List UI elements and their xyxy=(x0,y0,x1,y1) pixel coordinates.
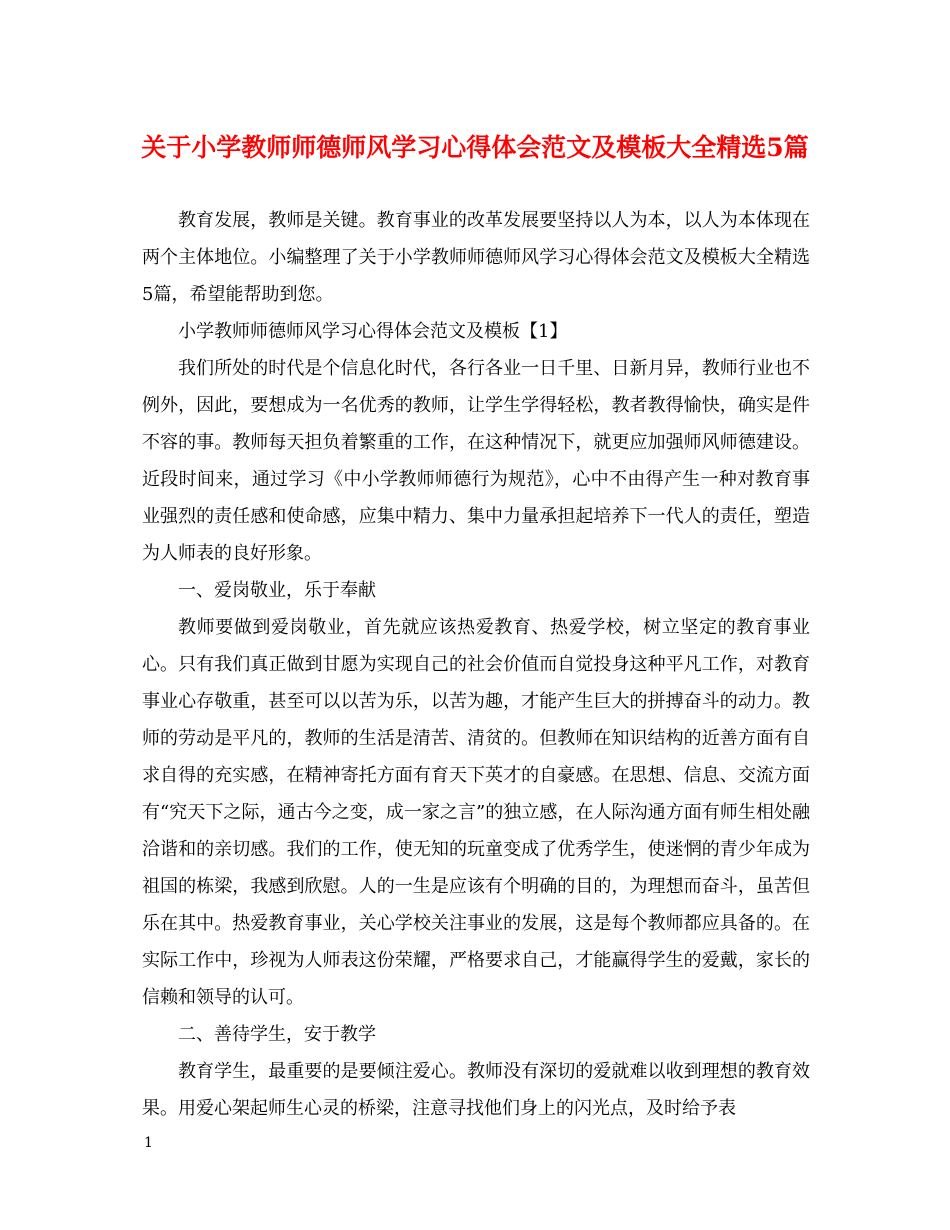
document-body xyxy=(142,202,810,1127)
body-paragraph: 我们所处的时代是个信息化时代，各行各业一日千里、日新月异，教师行业也不例外，因此，要想成为一名优秀的教师，让学生学得轻松，教者教得愉快，确实是件不容的事。教师每天担负着繁重的工作，在这种情况下，就更应加强师风师德建设。近段时间来，通过学习《中小学教师师德行为规范》，心中不由得产生一种对教育事业强烈的责任感和使命感，应集中精力、集中力量承担起培养下一代人的责任，塑造为人师表的良好形象。 xyxy=(142,358,810,564)
document-title: 关于小学教师师德师风学习心得体会范文及模板大全精选5篇 xyxy=(141,133,809,162)
subheading-2: 二、善待学生，安于教学 xyxy=(178,1024,376,1045)
intro-paragraph: 教育发展，教师是关键。教育事业的改革发展要坚持以人为本，以人为本体现在两个主体地位。小编整理了关于小学教师师德师风学习心得体会范文及模板大全精选5篇，希望能帮助到您。 xyxy=(142,210,810,305)
body-paragraph: 教育学生，最重要的是要倾注爱心。教师没有深切的爱就难以收到理想的教育效果。用爱心架起师生心灵的桥梁，注意寻找他们身上的闪光点，及时给予表 xyxy=(142,1061,810,1119)
page-number: 1 xyxy=(144,1135,153,1151)
body-paragraph: 教师要做到爱岗敬业，首先就应该热爱教育、热爱学校，树立坚定的教育事业心。只有我们真正做到甘愿为实现自己的社会价值而自觉投身这种平凡工作，对教育事业心存敬重，甚至可以以苦为乐，以苦为趣，才能产生巨大的拼搏奋斗的动力。教师的劳动是平凡的，教师的生活是清苦、清贫的。但教师在知识结构的近善方面有自求自得的充实感，在精神寄托方面有育天下英才的自豪感。在思想、信息、交流方面有“究天下之际，通古今之变，成一家之言”的独立感，在人际沟通方面有师生相处融洽谐和的亲切感。我们的工作，使无知的玩童变成了优秀学生，使迷惘的青少年成为祖国的栋梁，我感到欣慰。人的一生是应该有个明确的目的，为理想而奋斗，虽苦但乐在其中。热爱教育事业，关心学校关注事业的发展，这是每个教师都应具备的。在实际工作中，珍视为人师表这份荣耀，严格要求自己，才能赢得学生的爱戴，家长的信赖和领导的认可。 xyxy=(142,617,810,1008)
subheading-1: 一、爱岗敬业，乐于奉献 xyxy=(178,580,376,601)
section-heading-1: 小学教师师德师风学习心得体会范文及模板【1】 xyxy=(178,321,568,342)
